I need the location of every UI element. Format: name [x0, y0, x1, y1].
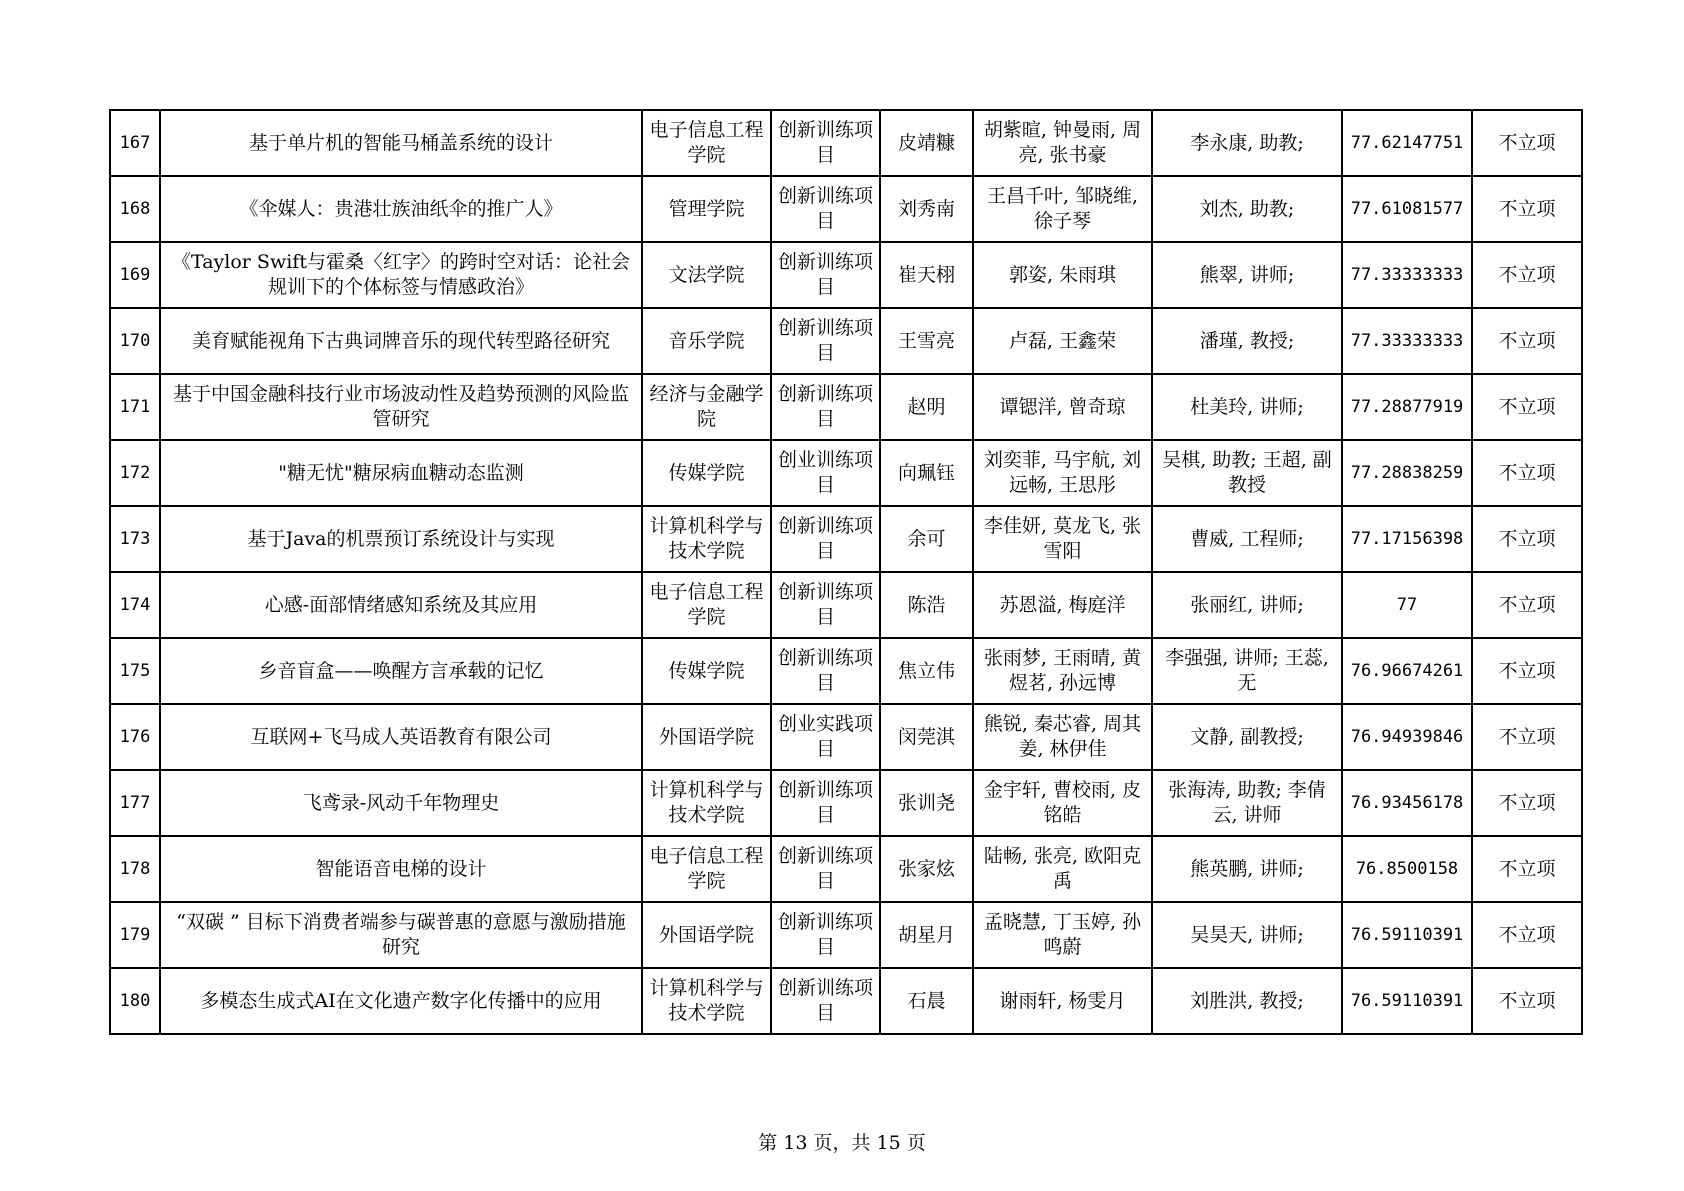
college-cell: 计算机科学与技术学院	[642, 506, 771, 572]
score-cell: 76.59110391	[1342, 968, 1472, 1034]
college-cell: 电子信息工程学院	[642, 572, 771, 638]
row-number: 177	[110, 770, 160, 836]
project-type-cell: 创业实践项目	[771, 704, 880, 770]
college-cell: 计算机科学与技术学院	[642, 968, 771, 1034]
result-cell: 不立项	[1472, 704, 1582, 770]
members-cell: 熊锐, 秦芯睿, 周其姜, 林伊佳	[973, 704, 1152, 770]
leader-cell: 石晨	[880, 968, 973, 1034]
members-cell: 李佳妍, 莫龙飞, 张雪阳	[973, 506, 1152, 572]
table-row	[110, 308, 1582, 374]
row-number: 180	[110, 968, 160, 1034]
row-number: 173	[110, 506, 160, 572]
project-type-cell: 创新训练项目	[771, 638, 880, 704]
project-title: 多模态生成式AI在文化遗产数字化传播中的应用	[160, 968, 642, 1034]
score-cell: 76.96674261	[1342, 638, 1472, 704]
leader-cell: 向珮钰	[880, 440, 973, 506]
leader-cell: 皮靖糠	[880, 110, 973, 176]
result-cell: 不立项	[1472, 770, 1582, 836]
members-cell: 刘奕菲, 马宇航, 刘远畅, 王思彤	[973, 440, 1152, 506]
result-cell: 不立项	[1472, 506, 1582, 572]
project-title: 乡音盲盒——唤醒方言承载的记忆	[160, 638, 642, 704]
leader-cell: 焦立伟	[880, 638, 973, 704]
leader-cell: 张训尧	[880, 770, 973, 836]
table-row	[110, 440, 1582, 506]
members-cell: 金宇轩, 曹校雨, 皮铭皓	[973, 770, 1152, 836]
row-number: 172	[110, 440, 160, 506]
row-number: 178	[110, 836, 160, 902]
project-type-cell: 创新训练项目	[771, 176, 880, 242]
table-row	[110, 704, 1582, 770]
table-row	[110, 572, 1582, 638]
members-cell: 郭姿, 朱雨琪	[973, 242, 1152, 308]
members-cell: 谢雨轩, 杨雯月	[973, 968, 1152, 1034]
advisor-cell: 吴昊天, 讲师;	[1152, 902, 1342, 968]
members-cell: 卢磊, 王鑫荣	[973, 308, 1152, 374]
college-cell: 文法学院	[642, 242, 771, 308]
project-title: 基于中国金融科技行业市场波动性及趋势预测的风险监管研究	[160, 374, 642, 440]
advisor-cell: 熊英鹏, 讲师;	[1152, 836, 1342, 902]
page-footer: 第 13 页，共 15 页	[758, 1132, 926, 1154]
leader-cell: 陈浩	[880, 572, 973, 638]
table-row	[110, 638, 1582, 704]
result-cell: 不立项	[1472, 902, 1582, 968]
score-cell: 77.33333333	[1342, 308, 1472, 374]
members-cell: 胡紫暄, 钟曼雨, 周亮, 张书豪	[973, 110, 1152, 176]
college-cell: 计算机科学与技术学院	[642, 770, 771, 836]
advisor-cell: 李强强, 讲师; 王蕊, 无	[1152, 638, 1342, 704]
advisor-cell: 文静, 副教授;	[1152, 704, 1342, 770]
result-cell: 不立项	[1472, 110, 1582, 176]
project-title: 互联网+飞马成人英语教育有限公司	[160, 704, 642, 770]
project-type-cell: 创新训练项目	[771, 506, 880, 572]
leader-cell: 胡星月	[880, 902, 973, 968]
score-cell: 77.28838259	[1342, 440, 1472, 506]
project-type-cell: 创新训练项目	[771, 770, 880, 836]
leader-cell: 余可	[880, 506, 973, 572]
project-title: 飞鸢录-风动千年物理史	[160, 770, 642, 836]
college-cell: 电子信息工程学院	[642, 836, 771, 902]
result-cell: 不立项	[1472, 572, 1582, 638]
leader-cell: 王雪亮	[880, 308, 973, 374]
table-row	[110, 902, 1582, 968]
score-cell: 76.8500158	[1342, 836, 1472, 902]
score-cell: 77.61081577	[1342, 176, 1472, 242]
project-type-cell: 创新训练项目	[771, 968, 880, 1034]
leader-cell: 赵明	[880, 374, 973, 440]
leader-cell: 崔天栩	[880, 242, 973, 308]
project-title: "糖无忧"糖尿病血糖动态监测	[160, 440, 642, 506]
row-number: 175	[110, 638, 160, 704]
result-cell: 不立项	[1472, 440, 1582, 506]
score-cell: 76.93456178	[1342, 770, 1472, 836]
project-type-cell: 创新训练项目	[771, 902, 880, 968]
project-title: “双碳 ” 目标下消费者端参与碳普惠的意愿与激励措施研究	[160, 902, 642, 968]
row-number: 179	[110, 902, 160, 968]
project-type-cell: 创新训练项目	[771, 572, 880, 638]
college-cell: 音乐学院	[642, 308, 771, 374]
college-cell: 传媒学院	[642, 440, 771, 506]
table-row	[110, 506, 1582, 572]
college-cell: 外国语学院	[642, 704, 771, 770]
row-number: 170	[110, 308, 160, 374]
score-cell: 76.59110391	[1342, 902, 1472, 968]
leader-cell: 刘秀南	[880, 176, 973, 242]
project-type-cell: 创新训练项目	[771, 110, 880, 176]
project-type-cell: 创新训练项目	[771, 836, 880, 902]
members-cell: 张雨梦, 王雨晴, 黄煜茗, 孙远博	[973, 638, 1152, 704]
result-cell: 不立项	[1472, 308, 1582, 374]
project-title: 心感-面部情绪感知系统及其应用	[160, 572, 642, 638]
score-cell: 77.62147751	[1342, 110, 1472, 176]
result-cell: 不立项	[1472, 242, 1582, 308]
result-cell: 不立项	[1472, 176, 1582, 242]
table-row	[110, 110, 1582, 176]
members-cell: 谭锶洋, 曾奇琼	[973, 374, 1152, 440]
advisor-cell: 张海涛, 助教; 李倩云, 讲师	[1152, 770, 1342, 836]
result-cell: 不立项	[1472, 836, 1582, 902]
project-title: 基于Java的机票预订系统设计与实现	[160, 506, 642, 572]
members-cell: 陆畅, 张亮, 欧阳克禹	[973, 836, 1152, 902]
college-cell: 传媒学院	[642, 638, 771, 704]
row-number: 171	[110, 374, 160, 440]
project-type-cell: 创新训练项目	[771, 374, 880, 440]
members-cell: 苏恩溢, 梅庭洋	[973, 572, 1152, 638]
project-title: 《伞媒人：贵港壮族油纸伞的推广人》	[160, 176, 642, 242]
advisor-cell: 刘胜洪, 教授;	[1152, 968, 1342, 1034]
project-type-cell: 创业训练项目	[771, 440, 880, 506]
advisor-cell: 曹威, 工程师;	[1152, 506, 1342, 572]
project-title: 智能语音电梯的设计	[160, 836, 642, 902]
project-title: 《Taylor Swift与霍桑〈红字〉的跨时空对话：论社会规训下的个体标签与情感政治》	[160, 242, 642, 308]
score-cell: 77.33333333	[1342, 242, 1472, 308]
project-table	[109, 109, 1583, 1035]
table-body	[110, 110, 1582, 1034]
project-type-cell: 创新训练项目	[771, 308, 880, 374]
table-row	[110, 176, 1582, 242]
advisor-cell: 张丽红, 讲师;	[1152, 572, 1342, 638]
advisor-cell: 杜美玲, 讲师;	[1152, 374, 1342, 440]
row-number: 167	[110, 110, 160, 176]
row-number: 168	[110, 176, 160, 242]
college-cell: 外国语学院	[642, 902, 771, 968]
result-cell: 不立项	[1472, 968, 1582, 1034]
row-number: 169	[110, 242, 160, 308]
score-cell: 77.28877919	[1342, 374, 1472, 440]
project-title: 美育赋能视角下古典词牌音乐的现代转型路径研究	[160, 308, 642, 374]
score-cell: 76.94939846	[1342, 704, 1472, 770]
members-cell: 孟晓慧, 丁玉婷, 孙鸣蔚	[973, 902, 1152, 968]
table-row	[110, 770, 1582, 836]
result-cell: 不立项	[1472, 374, 1582, 440]
college-cell: 管理学院	[642, 176, 771, 242]
table-row	[110, 242, 1582, 308]
college-cell: 电子信息工程学院	[642, 110, 771, 176]
row-number: 176	[110, 704, 160, 770]
result-cell: 不立项	[1472, 638, 1582, 704]
advisor-cell: 刘杰, 助教;	[1152, 176, 1342, 242]
score-cell: 77.17156398	[1342, 506, 1472, 572]
table-row	[110, 374, 1582, 440]
row-number: 174	[110, 572, 160, 638]
table-row	[110, 968, 1582, 1034]
advisor-cell: 熊翠, 讲师;	[1152, 242, 1342, 308]
members-cell: 王昌千叶, 邹晓维, 徐子琴	[973, 176, 1152, 242]
advisor-cell: 潘瑾, 教授;	[1152, 308, 1342, 374]
leader-cell: 闵莞淇	[880, 704, 973, 770]
advisor-cell: 吴棋, 助教; 王超, 副教授	[1152, 440, 1342, 506]
advisor-cell: 李永康, 助教;	[1152, 110, 1342, 176]
table-row	[110, 836, 1582, 902]
project-type-cell: 创新训练项目	[771, 242, 880, 308]
score-cell: 77	[1342, 572, 1472, 638]
leader-cell: 张家炫	[880, 836, 973, 902]
project-title: 基于单片机的智能马桶盖系统的设计	[160, 110, 642, 176]
college-cell: 经济与金融学院	[642, 374, 771, 440]
